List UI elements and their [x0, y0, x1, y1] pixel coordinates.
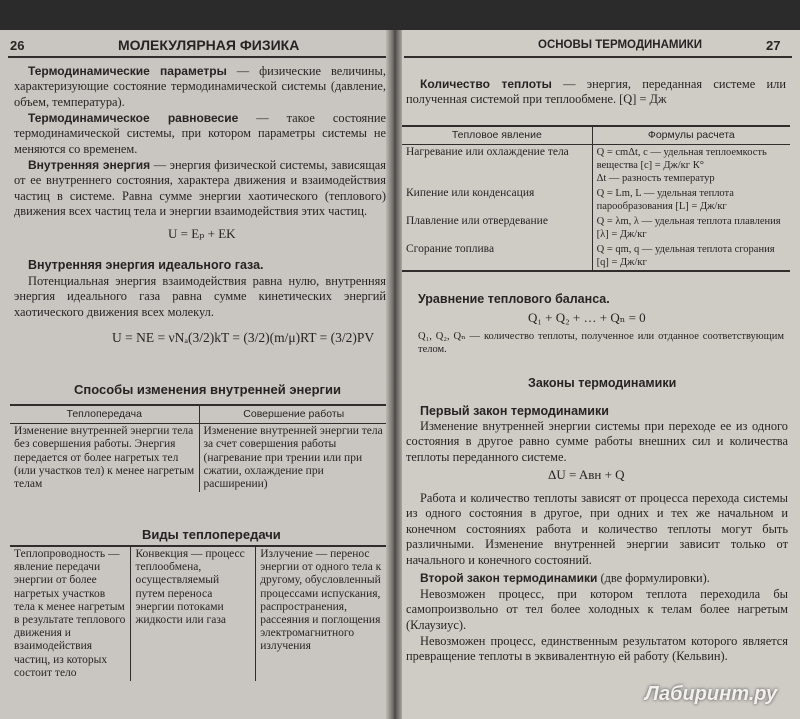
- right-page: [398, 30, 800, 719]
- formula-first-law: ΔU = Aвн + Q: [548, 467, 625, 482]
- second-law-suffix: (две формулировки).: [597, 571, 710, 585]
- heat-cell-formula: Q = λm, λ — удельная теплота плавления [λ] = Дж/кг: [592, 214, 790, 242]
- right-running-header: ОСНОВЫ ТЕРМОДИНАМИКИ: [538, 39, 703, 51]
- definition-text: — энергия, переданная системе или полученная системой при теплообмене. [Q] = Дж: [406, 77, 786, 107]
- ways-header-work: Совершение работы: [199, 405, 388, 424]
- types-cell-conduction: Теплопроводность — явление передачи энергии от более нагретых участков тела к менее нагретым в результате теплового движения и взаимодействия частиц, из которых состоит тело: [14, 548, 126, 679]
- heat-header-formulas: Формулы расчета: [592, 126, 790, 145]
- ways-table: [10, 404, 388, 492]
- heat-phenomena-table: [402, 125, 790, 272]
- definition-text: — физические величины, характеризующие состояние термодинамической системы (давление, объем, температура).: [14, 64, 386, 109]
- types-title: Виды теплопередачи: [142, 527, 281, 542]
- first-law-text: Изменение внутренней энергии системы при переходе ее из одного состояния в другое равно сумме работы внешних сил и количества теплоты переданного системе.: [406, 419, 788, 464]
- left-page: [0, 30, 392, 719]
- heat-cell-formula: Q = cmΔt, c — удельная теплоемкость вещества [c] = Дж/кг К° Δt — разность температур: [592, 145, 790, 187]
- types-table: [10, 545, 388, 681]
- kelvin-formulation: Невозможен процесс, единственным результатом которого является превращение теплоты в эквивалентную ей работу (Кельвин).: [406, 634, 788, 664]
- work-heat-text: Работа и количество теплоты зависят от процесса перехода системы из одного состояния в другое, при одних и тех же начальном и конечном состояниях работа и количество теплоты могут быть различными. Изменение внутренней энергии зависит только от начального и конечного состояний.: [406, 491, 788, 567]
- heat-cell-phenomenon: Плавление или отвердевание: [406, 215, 548, 228]
- heat-cell-formula: Q = qm, q — удельная теплота сгорания [q] = Дж/кг: [592, 242, 790, 271]
- term: Второй закон термодинамики: [420, 571, 598, 585]
- term: Термодинамические параметры: [28, 64, 227, 78]
- first-law-title: Первый закон термодинамики: [420, 404, 609, 418]
- heat-cell-phenomenon: Сгорание топлива: [402, 242, 592, 271]
- heat-balance-title: Уравнение теплового баланса.: [418, 292, 610, 306]
- table-row: [402, 186, 790, 214]
- formula-ideal-gas: U = NE = νNₐ(3/2)kT = (3/2)(m/μ)RT = (3/2)PV: [112, 330, 375, 345]
- formula-internal-energy: U = Eₚ + EK: [168, 226, 236, 241]
- definition-heat-quantity: [406, 77, 786, 108]
- types-cell-convection: Конвекция — процесс теплообмена, осуществляемый путем переноса энергии потоками жидкости или газа: [131, 546, 256, 681]
- ways-cell-heat-transfer: Изменение внутренней энергии тела без совершения работы. Энергия передается от более нагретых тел (или участков тел) к менее нагретым телам: [14, 425, 195, 491]
- heat-cell-phenomenon: Кипение или конденсация: [406, 187, 535, 200]
- heat-cell-phenomenon: Нагревание или охлаждение тела: [406, 146, 569, 159]
- formula-heat-balance: Q₁ + Q₂ + … + Qₙ = 0: [528, 310, 646, 325]
- definition-thermo-equilibrium: [14, 111, 386, 157]
- watermark-logo: Лабиринт.ру: [645, 683, 778, 705]
- ideal-gas-text: Потенциальная энергия взаимодействия равна нулю, внутренняя энергия идеального газа равна сумме кинетических энергий хаотического движения всех молекул.: [14, 274, 386, 319]
- definition-thermo-parameters: [14, 64, 386, 110]
- table-row: [10, 424, 388, 493]
- header-rule: [404, 56, 792, 58]
- heat-balance-note: Q₁, Q₂, Qₙ — количество теплоты, полученное или отданное соответствующим телом.: [418, 331, 784, 355]
- laws-title: Законы термодинамики: [528, 376, 677, 390]
- header-rule: [8, 56, 392, 58]
- table-row: [10, 546, 388, 681]
- definition-text: — энергия физической системы, зависящая от ее внутреннего состояния, характера движения и взаимодействия частиц в системе. Равна сумме энергии хаотического (теплового) движения всех частиц тела и энергии взаимодействия этих частиц.: [14, 158, 386, 219]
- definition-text: — такое состояние термодинамической системы, при котором параметры системы не меняются со временем.: [14, 111, 386, 156]
- ways-header-heat-transfer: Теплопередача: [10, 405, 199, 424]
- left-running-header: МОЛЕКУЛЯРНАЯ ФИЗИКА: [118, 37, 300, 53]
- left-page-number: 26: [10, 38, 25, 53]
- clausius-formulation: Невозможен процесс, при котором теплота переходила бы самопроизвольно от тел более холодных к телам более нагретым (Клаузиус).: [406, 587, 788, 632]
- heat-header-phenomenon: Тепловое явление: [402, 126, 592, 145]
- ideal-gas-title: Внутренняя энергия идеального газа.: [28, 258, 264, 272]
- definition-internal-energy: [14, 158, 386, 220]
- table-row: [402, 145, 790, 187]
- book-spine-gutter: [386, 30, 402, 719]
- table-row: [402, 242, 790, 271]
- ways-title: Способы изменения внутренней энергии: [74, 382, 341, 397]
- term: Термодинамическое равновесие: [28, 111, 239, 125]
- right-page-number: 27: [766, 38, 781, 53]
- types-cell-radiation: Излучение — перенос энергии от одного тела к другому, обусловленный процессами испускания, распространения, рассеяния и поглощения электромагнитного излучения: [256, 546, 388, 681]
- heat-cell-formula: Q = Lm, L — удельная теплота парообразования [L] = Дж/кг: [592, 186, 790, 214]
- term: Внутренняя энергия: [28, 158, 151, 172]
- second-law-heading: [406, 571, 788, 586]
- ways-cell-work: Изменение внутренней энергии тела за счет совершения работы (нагревание при трении или при сжатии, охлаждение при расширении): [199, 424, 388, 493]
- table-row: [402, 214, 790, 242]
- term: Количество теплоты: [420, 77, 552, 91]
